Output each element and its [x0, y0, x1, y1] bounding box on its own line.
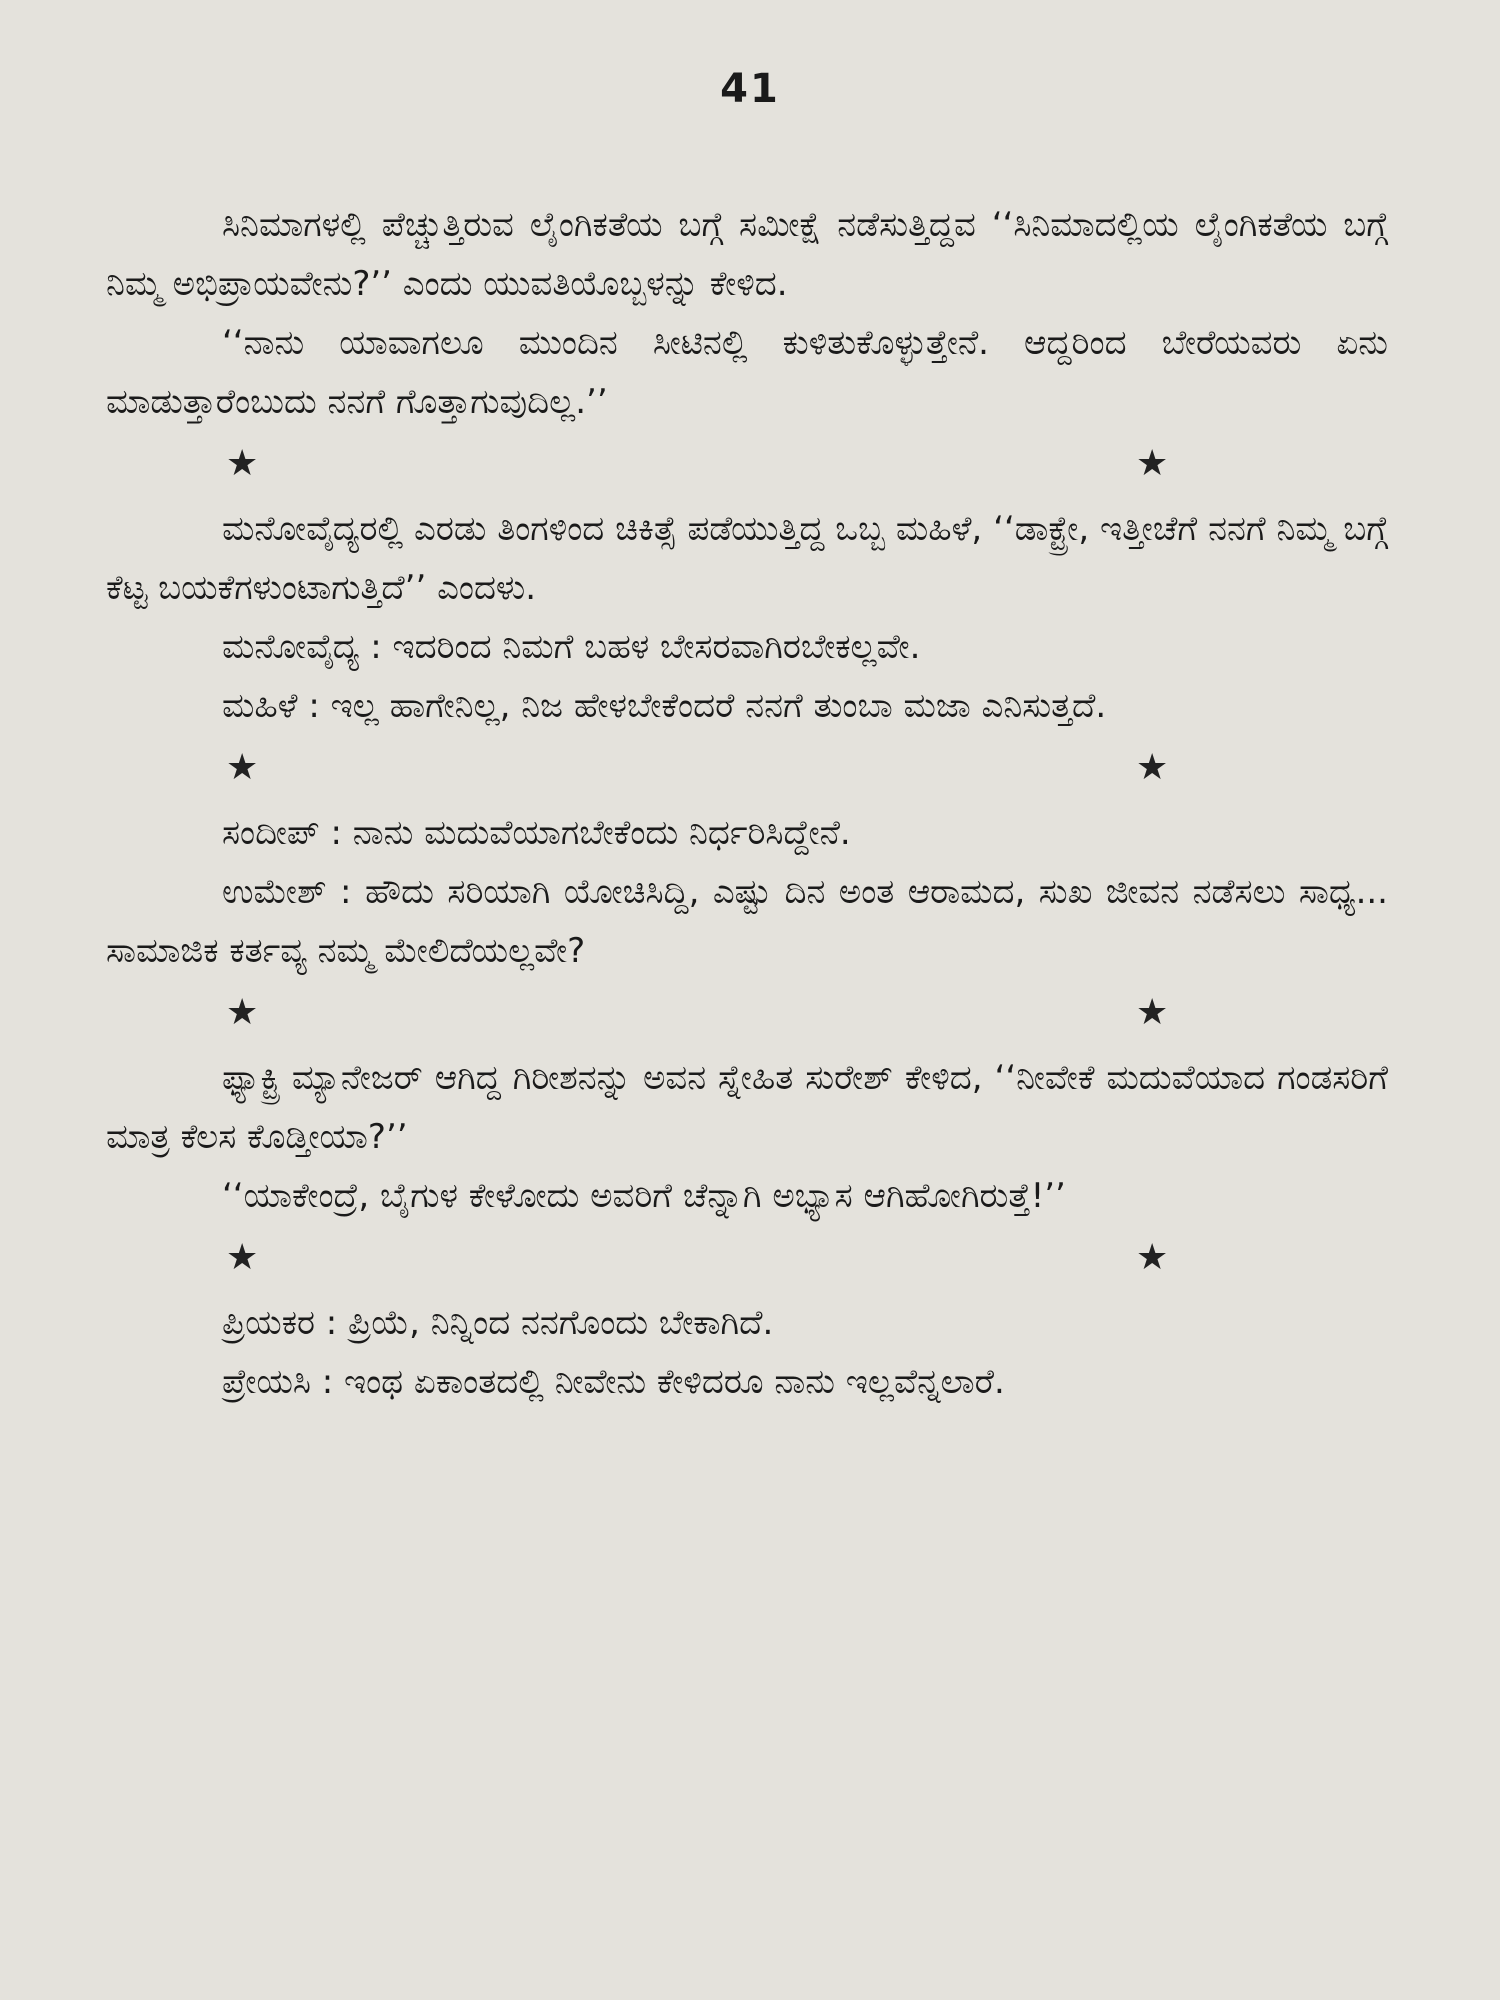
- star-icon: ★: [1136, 992, 1169, 1033]
- joke2-paragraph-2: ಮನೋವೈದ್ಯ : ಇದರಿಂದ ನಿಮಗೆ ಬಹಳ ಬೇಸರವಾಗಿರಬೇಕಲ್ಲವೇ.: [222, 627, 921, 667]
- joke4-paragraph-1: ಫ್ಯಾಕ್ಟ್ರಿ ಮ್ಯಾನೇಜರ್ ಆಗಿದ್ದ ಗಿರೀಶನನ್ನು ಅವನ ಸ್ನೇಹಿತ ಸುರೇಶ್ ಕೇಳಿದ, ‘‘ನೀವೇಕೆ ಮದುವೆಯಾದ ಗಂಡಸರಿಗೆ ಮಾತ್ರ ಕೆಲಸ ಕೊಡ್ತೀಯಾ?’’: [106, 1058, 1388, 1157]
- joke5-paragraph-2: ಪ್ರೇಯಸಿ : ಇಂಥ ಏಕಾಂತದಲ್ಲಿ ನೀವೇನು ಕೇಳಿದರೂ ನಾನು ಇಲ್ಲವೆನ್ನಲಾರೆ.: [222, 1362, 1005, 1402]
- joke5-paragraph-1: ಪ್ರಿಯಕರ : ಪ್ರಿಯೆ, ನಿನ್ನಿಂದ ನನಗೊಂದು ಬೇಕಾಗಿದೆ.: [222, 1303, 774, 1343]
- star-separator: [106, 432, 1388, 500]
- joke4-paragraph-2: ‘‘ಯಾಕೇಂದ್ರೆ, ಬೈಗುಳ ಕೇಳೋದು ಅವರಿಗೆ ಚೆನ್ನಾಗಿ ಅಭ್ಯಾಸ ಆಗಿಹೋಗಿರುತ್ತೆ!’’: [222, 1176, 1066, 1216]
- joke3-paragraph-2: ಉಮೇಶ್ : ಹೌದು ಸರಿಯಾಗಿ ಯೋಚಿಸಿದ್ದಿ, ಎಷ್ಟು ದಿನ ಅಂತ ಆರಾಮದ, ಸುಖ ಜೀವನ ನಡೆಸಲು ಸಾಧ್ಯ... ಸಾಮಾಜಿಕ ಕರ್ತವ್ಯ ನಮ್ಮ ಮೇಲಿದೆಯಲ್ಲವೇ?: [106, 872, 1388, 971]
- star-separator: [106, 1226, 1388, 1294]
- star-icon: ★: [226, 992, 259, 1033]
- joke2-paragraph-1: ಮನೋವೈದ್ಯರಲ್ಲಿ ಎರಡು ತಿಂಗಳಿಂದ ಚಿಕಿತ್ಸೆ ಪಡೆಯುತ್ತಿದ್ದ ಒಬ್ಬ ಮಹಿಳೆ, ‘‘ಡಾಕ್ಟ್ರೇ, ಇತ್ತೀಚೆಗೆ ನನಗೆ ನಿಮ್ಮ ಬಗ್ಗೆ ಕೆಟ್ಟ ಬಯಕೆಗಳುಂಟಾಗುತ್ತಿದೆ’’ ಎಂದಳು.: [106, 509, 1388, 608]
- joke2-paragraph-3: ಮಹಿಳೆ : ಇಲ್ಲ ಹಾಗೇನಿಲ್ಲ, ನಿಜ ಹೇಳಬೇಕೆಂದರೆ ನನಗೆ ತುಂಬಾ ಮಜಾ ಎನಿಸುತ್ತದೆ.: [222, 686, 1107, 726]
- star-separator: [106, 736, 1388, 804]
- star-icon: ★: [1136, 747, 1169, 788]
- page-content: [106, 196, 1388, 1412]
- star-icon: ★: [226, 747, 259, 788]
- star-icon: ★: [226, 1237, 259, 1278]
- star-icon: ★: [226, 443, 259, 484]
- star-separator: [106, 981, 1388, 1049]
- joke1-paragraph-2: ‘‘ನಾನು ಯಾವಾಗಲೂ ಮುಂದಿನ ಸೀಟಿನಲ್ಲಿ ಕುಳಿತುಕೊಳ್ಳುತ್ತೇನೆ. ಆದ್ದರಿಂದ ಬೇರೆಯವರು ಏನು ಮಾಡುತ್ತಾರೆಂಬುದು ನನಗೆ ಗೊತ್ತಾಗುವುದಿಲ್ಲ.’’: [106, 323, 1388, 422]
- joke1-paragraph-1: ಸಿನಿಮಾಗಳಲ್ಲಿ ಪೆಚ್ಚುತ್ತಿರುವ ಲೈಂಗಿಕತೆಯ ಬಗ್ಗೆ ಸಮೀಕ್ಷೆ ನಡೆಸುತ್ತಿದ್ದವ ‘‘ಸಿನಿಮಾದಲ್ಲಿಯ ಲೈಂಗಿಕತೆಯ ಬಗ್ಗೆ ನಿಮ್ಮ ಅಭಿಪ್ರಾಯವೇನು?’’ ಎಂದು ಯುವತಿಯೊಬ್ಬಳನ್ನು ಕೇಳಿದ.: [106, 205, 1388, 304]
- page-number: 41: [720, 66, 780, 112]
- star-icon: ★: [1136, 443, 1169, 484]
- star-icon: ★: [1136, 1237, 1169, 1278]
- joke3-paragraph-1: ಸಂದೀಪ್ : ನಾನು ಮದುವೆಯಾಗಬೇಕೆಂದು ನಿರ್ಧರಿಸಿದ್ದೇನೆ.: [222, 813, 851, 853]
